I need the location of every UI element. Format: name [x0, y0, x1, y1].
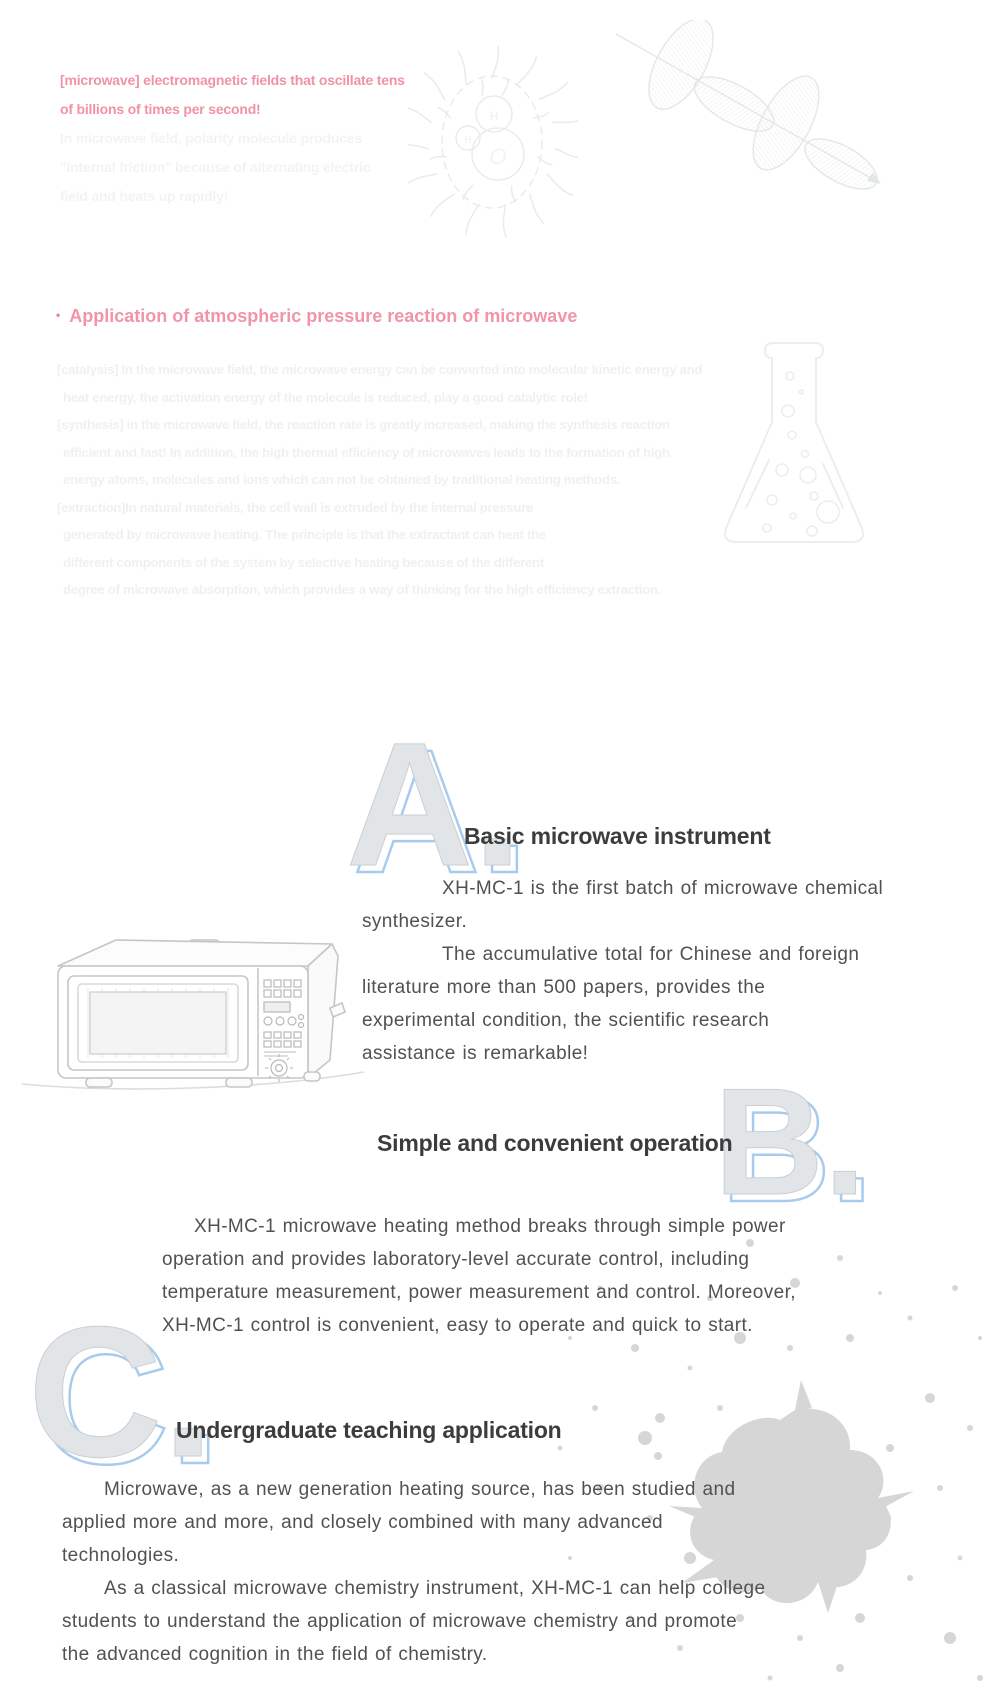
paragraph-line: the advanced cognition in the field of chemistry. — [62, 1644, 488, 1665]
section-b-paragraph — [162, 1210, 796, 1342]
paragraph-line: literature more than 500 papers, provides the — [362, 977, 766, 998]
hero-body-line: efficient and fast! In addition, the high thermal efficiency of microwaves leads to the formation of high — [63, 444, 670, 460]
intro-highlight-line: of billions of times per second! — [60, 101, 261, 117]
hero-body-line: degree of microwave absorption, which provides a way of thinking for the high efficiency extraction. — [63, 582, 661, 597]
hero-body-line: energy atoms, molecules and ions which can not be obtained by traditional heating methods. — [63, 472, 621, 487]
paragraph-line: applied more and more, and closely combined with many advanced — [62, 1512, 663, 1533]
section-c-paragraph — [62, 1473, 765, 1671]
microwave-intro-text — [60, 66, 405, 211]
paragraph-line: experimental condition, the scientific research — [362, 1010, 770, 1031]
paragraph-line: As a classical microwave chemistry instrument, XH-MC-1 can help college — [104, 1578, 766, 1599]
section-a-paragraph — [362, 872, 883, 1070]
hero-body-line: [extraction]In natural materials, the cell wall is extruded by the internal pressure — [57, 499, 534, 515]
hero-body-line: heat energy, the activation energy of the molecule is reduced, play a good catalytic role! — [63, 389, 588, 405]
paragraph-line: XH-MC-1 control is convenient, easy to operate and quick to start. — [162, 1315, 753, 1336]
paragraph-line: operation and provides laboratory-level accurate control, including — [162, 1249, 750, 1270]
hero-body-line: generated by microwave heating. The principle is that the extractant can heat the — [63, 527, 546, 542]
microwave-instrument-sketch — [20, 860, 365, 1108]
molecule-o-label: O — [489, 144, 507, 169]
paragraph-line: students to understand the application of microwave chemistry and promote — [62, 1611, 738, 1632]
hero-body-text — [57, 356, 702, 604]
hero-body-line: [catalysis] In the microwave field, the microwave energy can be converted into molecular kinetic energy and — [57, 362, 703, 377]
watermark-letter-c: C. C. — [28, 1300, 214, 1486]
paragraph-line: assistance is remarkable! — [362, 1043, 589, 1064]
molecule-h-left-label: H — [464, 135, 472, 146]
section-a-title: Basic microwave instrument — [464, 823, 771, 849]
paragraph-line: synthesizer. — [362, 911, 468, 932]
hero-body-line: different components of the system by selective heating because of the different — [63, 554, 544, 570]
intro-highlight-line: [microwave] electromagnetic fields that oscillate tens — [60, 72, 405, 88]
paragraph-line: technologies. — [62, 1545, 180, 1566]
intro-line: "internal friction" because of alternating electric — [60, 159, 371, 175]
section-b-title: Simple and convenient operation — [377, 1130, 733, 1156]
watermark-letter-b: B. B. — [714, 1066, 866, 1218]
hero-section-heading — [56, 306, 577, 327]
electromagnetic-wave-illustration — [598, 20, 898, 205]
water-molecule-illustration — [408, 46, 578, 238]
section-c-title: Undergraduate teaching application — [176, 1417, 562, 1443]
intro-line: field and heats up rapidly! — [60, 188, 229, 204]
hero-section-title: Application of atmospheric pressure reaction of microwave — [69, 306, 578, 326]
intro-line: In microwave field, polarity molecule produces — [60, 130, 362, 146]
hero-body-line: [synthesis] in the microwave field, the reaction rate is greatly increased, making the synthesis reaction — [57, 417, 670, 432]
watermark-letter-a: A. A. — [346, 717, 522, 893]
paragraph-line: The accumulative total for Chinese and foreign — [442, 944, 860, 965]
paragraph-line: temperature measurement, power measurement and control. Moreover, — [162, 1282, 796, 1303]
paragraph-line: XH-MC-1 microwave heating method breaks through simple power — [194, 1216, 786, 1237]
flask-illustration — [712, 334, 882, 569]
hero-dark-section — [0, 0, 1000, 728]
bullet-icon: • — [56, 308, 61, 322]
paragraph-line: Microwave, as a new generation heating source, has been studied and — [104, 1479, 736, 1500]
molecule-h-top-label: H — [489, 109, 499, 123]
paragraph-line: XH-MC-1 is the first batch of microwave chemical — [442, 878, 884, 899]
